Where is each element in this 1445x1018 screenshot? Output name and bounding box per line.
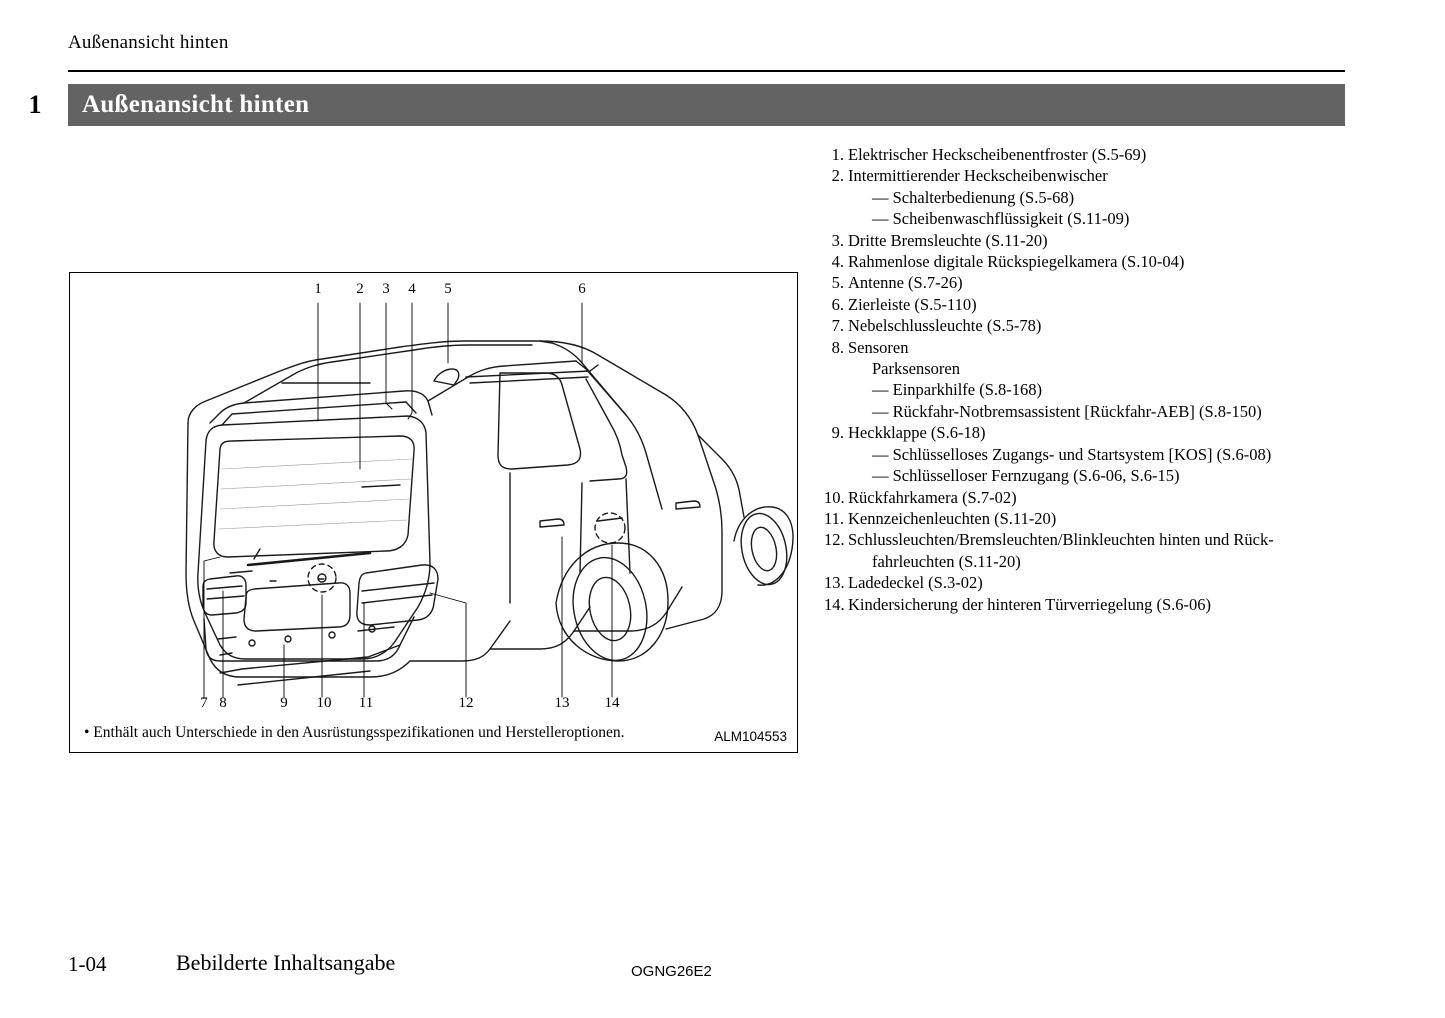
- list-item: [824, 572, 1344, 593]
- list-item-continuation: fahrleuchten (S.11-20): [872, 551, 1021, 571]
- callout-12: 12: [458, 695, 474, 711]
- callout-3: 3: [382, 281, 390, 297]
- list-item-label: Schlussleuchten/Bremsleuchten/Blinkleuchten hinten und Rück-: [848, 530, 1274, 550]
- figure-container: [69, 272, 798, 753]
- callout-2: 2: [356, 281, 364, 297]
- callout-6: 6: [578, 281, 586, 297]
- list-item: [824, 337, 1344, 423]
- list-item-label: Kennzeichenleuchten (S.11-20): [848, 508, 1057, 528]
- list-item: [824, 272, 1344, 293]
- list-item-number: 8.: [831, 337, 844, 357]
- footer-section-title: Bebilderte Inhaltsangabe: [176, 950, 396, 975]
- list-item-number: 12.: [824, 530, 845, 550]
- callout-11: 11: [358, 695, 374, 711]
- legend-list: [824, 144, 1344, 615]
- list-item-number: 7.: [831, 316, 844, 336]
- list-item-number: 13.: [824, 573, 845, 593]
- list-item-label: Dritte Bremsleuchte (S.11-20): [848, 230, 1048, 250]
- list-item-label: Rahmenlose digitale Rückspiegelkamera (S.10-04): [848, 252, 1185, 272]
- list-item-number: 2.: [831, 166, 844, 186]
- list-item-number: 6.: [831, 294, 844, 314]
- rear-view-illustration: [70, 273, 797, 752]
- footer-document-code: OGNG26E2: [631, 963, 712, 980]
- callout-13: 13: [554, 695, 570, 711]
- list-item-sub: — Schlüsselloser Fernzugang (S.6-06, S.6-15): [872, 466, 1180, 486]
- list-item-plain: Parksensoren: [872, 359, 960, 379]
- list-item-label: Intermittierender Heckscheibenwischer: [848, 166, 1108, 186]
- list-item-number: 4.: [831, 252, 844, 272]
- list-item-number: 11.: [824, 508, 845, 528]
- callout-4: 4: [408, 281, 416, 297]
- list-item: [824, 294, 1344, 315]
- header-divider: [68, 70, 1345, 72]
- list-item-sub: — Schalterbedienung (S.5-68): [872, 187, 1075, 207]
- callout-5: 5: [444, 281, 452, 297]
- list-item-number: 9.: [831, 423, 844, 443]
- list-item: [824, 422, 1344, 486]
- running-head: Außenansicht hinten: [68, 32, 229, 53]
- list-item-label: Antenne (S.7-26): [848, 273, 963, 293]
- list-item: [824, 144, 1344, 165]
- list-item-label: Ladedeckel (S.3-02): [848, 573, 983, 593]
- callout-9: 9: [280, 695, 288, 711]
- list-item-number: 14.: [824, 594, 845, 614]
- list-item-number: 10.: [824, 487, 845, 507]
- footer-page-number: 1-04: [68, 952, 107, 976]
- page-title: Außenansicht hinten: [82, 91, 310, 118]
- list-item: [824, 251, 1344, 272]
- list-item: [824, 315, 1344, 336]
- chapter-number: 1: [28, 90, 42, 119]
- list-item-sub: — Schlüsselloses Zugangs- und Startsystem [KOS] (S.6-08): [872, 444, 1272, 464]
- list-item-label: Kindersicherung der hinteren Türverriegelung (S.6-06): [848, 594, 1212, 614]
- list-item-sub: — Einparkhilfe (S.8-168): [872, 380, 1043, 400]
- section-title-bar: [68, 84, 1345, 126]
- list-item-label: Heckklappe (S.6-18): [848, 423, 986, 443]
- list-item-label: Rückfahrkamera (S.7-02): [848, 487, 1017, 507]
- list-item: [824, 487, 1344, 508]
- figure-caption: • Enthält auch Unterschiede in den Ausrüstungsspezifikationen und Herstelleroptionen.: [84, 724, 625, 741]
- list-item-number: 1.: [831, 145, 844, 164]
- callout-1: 1: [314, 281, 322, 297]
- callout-7: 7: [200, 695, 208, 711]
- list-item: [824, 594, 1344, 615]
- list-item-number: 5.: [831, 273, 844, 293]
- callout-8: 8: [219, 695, 227, 711]
- list-item: [824, 230, 1344, 251]
- list-item-sub: — Rückfahr-Notbremsassistent [Rückfahr-AEB] (S.8-150): [872, 401, 1262, 421]
- list-item: [824, 165, 1344, 229]
- list-item-label: Sensoren: [848, 337, 909, 357]
- callout-14: 14: [604, 695, 620, 711]
- list-item: [824, 529, 1344, 572]
- callout-10: 10: [316, 695, 332, 711]
- list-item-number: 3.: [831, 230, 844, 250]
- list-item-label: Nebelschlussleuchte (S.5-78): [848, 316, 1042, 336]
- list-item-label: Elektrischer Heckscheibenentfroster (S.5-69): [848, 145, 1147, 164]
- list-item-sub: — Scheibenwaschflüssigkeit (S.11-09): [872, 209, 1130, 229]
- list-item: [824, 508, 1344, 529]
- list-item-label: Zierleiste (S.5-110): [848, 294, 977, 314]
- figure-code: ALM104553: [714, 729, 787, 744]
